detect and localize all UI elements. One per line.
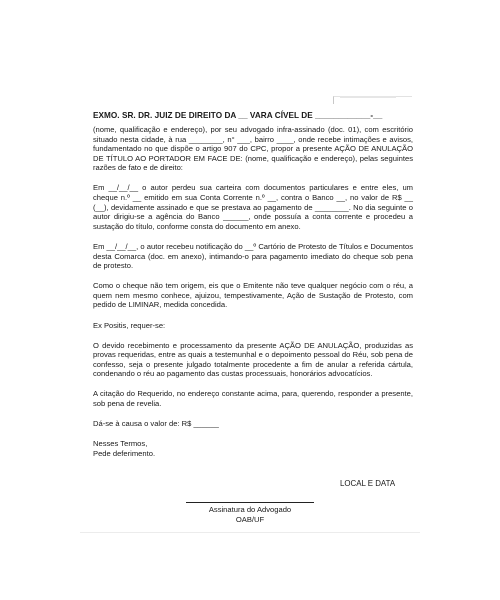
paragraph-request-citation: A citação do Requerido, no endereço constante acima, para, querendo, responder a presente, sob pena de revelia. [93,389,413,409]
paragraph-facts-loss: Em __/__/__ o autor perdeu sua carteira com documentos particulares e entre eles, um cheque n.º __ emitido em sua Conta Corrente n.º __, contra o Banco __, no valor de R$ __ (__), devidamente assinado e que se prestava ao pagamento de ________. No dia seguinte o autor dirigiu-se a agência do Banco ______, onde possuía a conta corrente e procedeu a sustação do título, conforme consta do documento em anexo. [93,183,413,231]
paragraph-requests-heading: Ex Positis, requer-se: [93,320,166,330]
signature-line [186,502,314,503]
paragraph-qualification: (nome, qualificação e endereço), por seu advogado infra-assinado (doc. 01), com escritório situado nesta cidade, à rua ________, n° ___, bairro ____, onde recebe intimações e avisos, fundamentado no que dispõe o artigo 907 do CPC, propor a presente AÇÃO DE ANULAÇÃO DE TÍTULO AO PORTADOR EM FACE DE: (nome, qualificação e endereço), pelas seguintes razões de fato e de direito: [93,125,413,173]
header-mark [333,96,412,104]
paragraph-notification: Em __/__/__, o autor recebeu notificação do __º Cartório de Protesto de Títulos e Documentos desta Comarca (doc. em anexo), intimando-o para pagamento imediato do cheque sob pena de protesto. [93,241,413,271]
closing-line: Nesses Termos, [93,439,148,449]
place-and-date: LOCAL E DATA [340,479,396,488]
paragraph-no-origin: Como o cheque não tem origem, eis que o Emitente não teve qualquer negócio com o réu, a quem nem mesmo conhece, ajuizou, tempestivamente, Ação de Sustação de Protesto, com pedido de LIMINAR, medida concedida. [93,281,413,310]
closing-block [93,439,413,458]
signature-registration: OAB/UF [235,514,265,524]
paragraph-request-processing: O devido recebimento e processamento da presente AÇÃO DE ANULAÇÃO, produzidas as provas requeridas, entre as quais a testemunhal e o depoimento pessoal do Réu, sob pena de confesso, seja o presente julgado totalmente procedente a fim de anular a referida cártula, condenando o réu ao pagamento das custas processuais, honorários advocatícios. [93,340,413,379]
signature-block [186,505,314,524]
signature-name: Assinatura do Advogado [208,505,292,514]
closing-line: Pede deferimento. [93,448,156,458]
footer-divider [80,532,420,533]
document-body [93,125,413,458]
paragraph-case-value: Dá-se à causa o valor de: R$ ______ [93,419,219,429]
document-title: EXMO. SR. DR. JUIZ DE DIREITO DA __ VARA CÍVEL DE ____________-__ [93,111,383,120]
